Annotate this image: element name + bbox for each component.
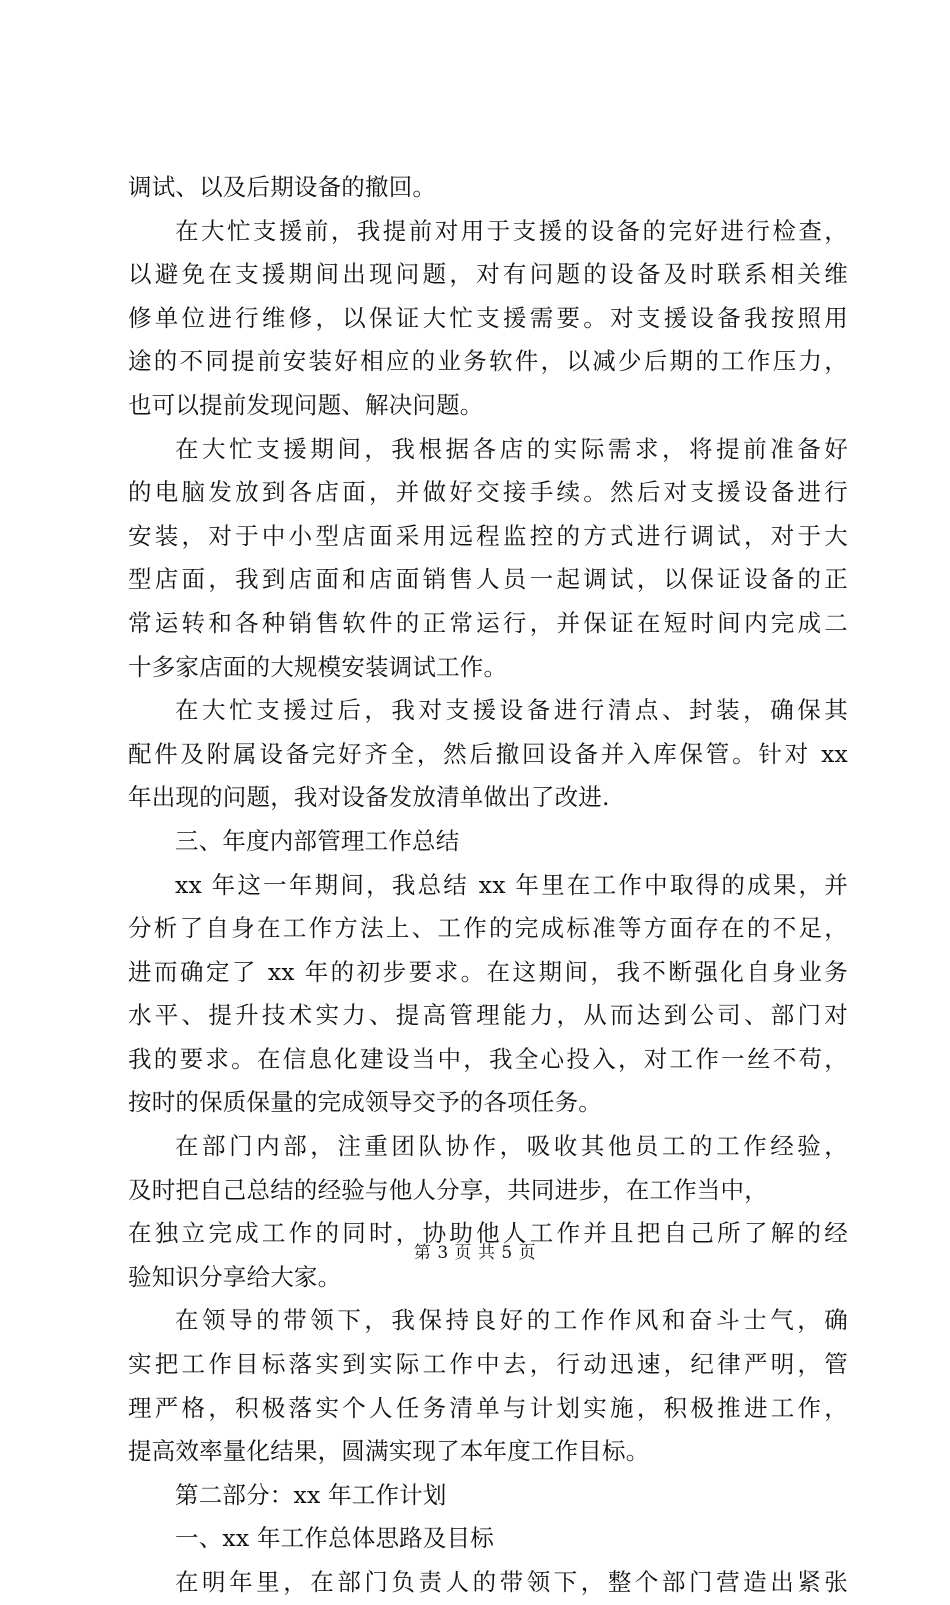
text-line: 进而确定了 xx 年的初步要求。在这期间，我不断强化自身业务: [128, 957, 848, 986]
text-line: 安装，对于中小型店面采用远程监控的方式进行调试，对于大: [128, 521, 848, 550]
text-line: 在独立完成工作的同时，协助他人工作并且把自己所了解的经: [128, 1219, 848, 1248]
text-line: 年出现的问题，我对设备发放清单做出了改进.: [128, 783, 610, 812]
text-line: 十多家店面的大规模安装调试工作。: [128, 652, 508, 681]
text-line: 提高效率量化结果，圆满实现了本年度工作目标。: [128, 1437, 650, 1466]
text-line: 修单位进行维修，以保证大忙支援需要。对支援设备我按照用: [128, 303, 848, 332]
text-line: 水平、提升技术实力、提高管理能力，从而达到公司、部门对: [128, 1001, 848, 1030]
text-line: 我的要求。在信息化建设当中，我全心投入，对工作一丝不苟，: [128, 1044, 848, 1073]
text-line: 一、xx 年工作总体思路及目标: [175, 1524, 494, 1553]
text-line: 调试、以及后期设备的撤回。: [128, 173, 437, 201]
text-line: 在大忙支援前，我提前对用于支援的设备的完好进行检查，: [175, 216, 848, 245]
text-line: 常运转和各种销售软件的正常运行，并保证在短时间内完成二: [128, 608, 848, 637]
text-line: 理严格，积极落实个人任务清单与计划实施，积极推进工作，: [128, 1393, 848, 1422]
text-line: 的电脑发放到各店面，并做好交接手续。然后对支援设备进行: [128, 478, 848, 507]
text-line: 验知识分享给大家。: [128, 1262, 342, 1291]
text-line: 实把工作目标落实到实际工作中去，行动迅速，纪律严明，管: [128, 1350, 848, 1379]
text-line: 第二部分：xx 年工作计划: [175, 1480, 447, 1509]
text-line: 分析了自身在工作方法上、工作的完成标准等方面存在的不足，: [128, 914, 848, 943]
text-line: 途的不同提前安装好相应的业务软件，以减少后期的工作压力，: [128, 347, 848, 376]
text-line: 在部门内部，注重团队协作，吸收其他员工的工作经验，: [175, 1132, 848, 1161]
text-line: 按时的保质保量的完成领导交予的各项任务。: [128, 1088, 602, 1117]
text-line: 在大忙支援过后，我对支援设备进行清点、封装，确保其: [175, 696, 848, 725]
text-line: 三、年度内部管理工作总结: [175, 826, 460, 855]
text-line: 在明年里，在部门负责人的带领下，整个部门营造出紧张: [175, 1568, 848, 1596]
text-line: 型店面，我到店面和店面销售人员一起调试，以保证设备的正: [128, 565, 848, 594]
text-line: 及时把自己总结的经验与他人分享，共同进步，在工作当中，: [128, 1175, 768, 1204]
page-footer: 第 3 页 共 5 页: [413, 1243, 537, 1263]
document-body: [128, 166, 848, 1605]
text-line: 在领导的带领下，我保持良好的工作作风和奋斗士气，确: [175, 1306, 848, 1335]
text-line: 以避免在支援期间出现问题，对有问题的设备及时联系相关维: [128, 260, 848, 289]
text-line: xx 年这一年期间，我总结 xx 年里在工作中取得的成果，并: [175, 870, 848, 899]
text-line: 配件及附属设备完好齐全，然后撤回设备并入库保管。针对 xx: [128, 739, 848, 768]
text-line: 在大忙支援期间，我根据各店的实际需求，将提前准备好: [175, 434, 848, 463]
text-line: 也可以提前发现问题、解决问题。: [128, 390, 484, 419]
